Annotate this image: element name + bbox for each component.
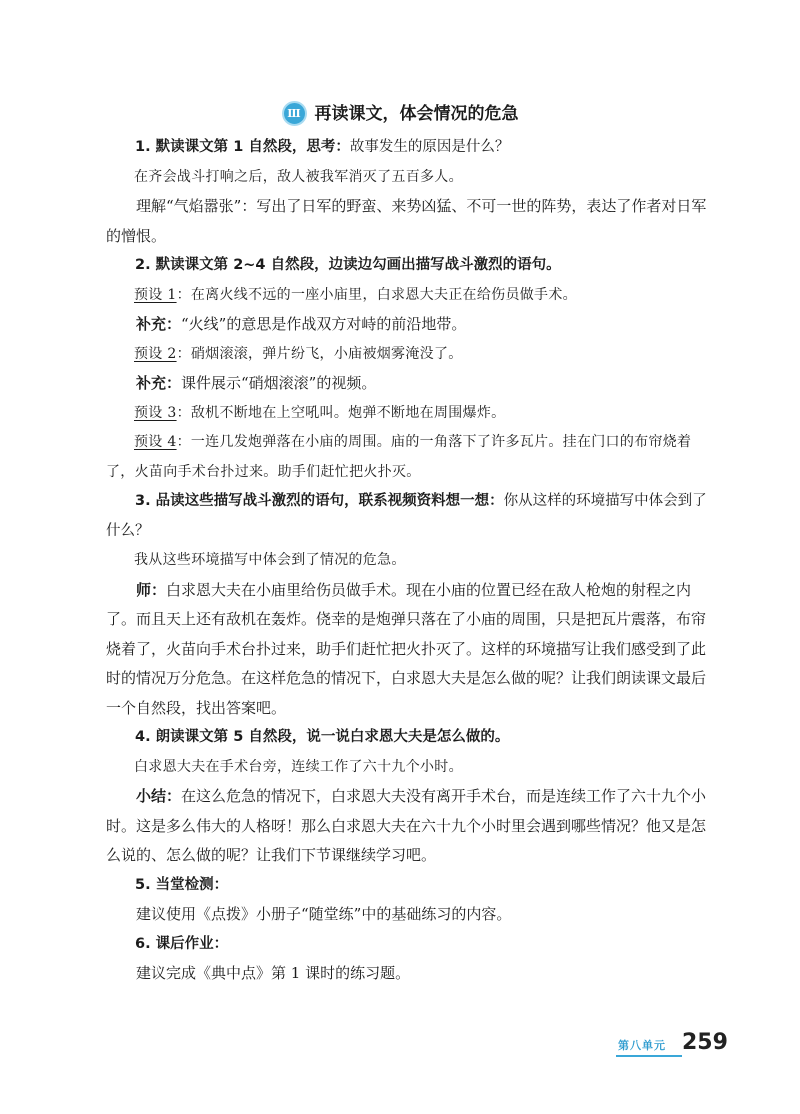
- question-4-heading: 4. 朗读课文第 5 自然段，说一说白求恩大夫是怎么做的。: [135, 729, 510, 745]
- question-6-text: 建议完成《典中点》第 1 课时的练习题。: [136, 964, 411, 982]
- answer-4: 白求恩大夫在手术台旁，连续工作了六十九个小时。: [134, 758, 463, 775]
- footer-divider: [616, 1055, 682, 1057]
- question-2-heading: 2. 默读课文第 2~4 自然段，边读边勾画出描写战斗激烈的语句。: [135, 257, 561, 273]
- answer-3: 我从这些环境描写中体会到了情况的危急。: [134, 552, 406, 568]
- question-5-text: 建议使用《点拨》小册子“随堂练”中的基础练习的内容。: [136, 905, 512, 923]
- preset-2: 预设 2：硝烟滚滚，弹片纷飞，小庙被烟雾淹没了。: [134, 345, 463, 362]
- unit-label: 第八单元: [618, 1039, 666, 1052]
- section-number-badge: Ⅲ: [282, 101, 307, 126]
- supplement-1: 补充：“火线”的意思是作战双方对峙的前沿地带。: [136, 315, 467, 333]
- lesson-content: [106, 133, 712, 989]
- preset-1: 预设 1：在离火线不远的一座小庙里，白求恩大夫正在给伤员做手术。: [134, 286, 577, 303]
- question-4: [106, 723, 712, 753]
- question-6-heading: 6. 课后作业：: [135, 935, 229, 952]
- question-1-heading: 1. 默读课文第 1 自然段，思考：: [135, 139, 350, 155]
- question-2: [106, 251, 712, 281]
- question-5-heading: 5. 当堂检测：: [135, 876, 229, 893]
- answer-1: 在齐会战斗打响之后，敌人被我军消灭了五百多人。: [134, 168, 463, 185]
- section-title: 再读课文，体会情况的危急: [314, 104, 519, 124]
- page-number: 259: [682, 1030, 728, 1055]
- question-1: [106, 133, 712, 163]
- note-1: 理解“气焰嚣张”：写出了日军的野蛮、来势凶猛、不可一世的阵势，表达了作者对日军的憎恨。: [106, 197, 707, 245]
- question-3: [106, 487, 712, 546]
- section-heading: [0, 99, 800, 126]
- question-5: [106, 871, 712, 901]
- supplement-2: 补充：课件展示“硝烟滚滚”的视频。: [136, 374, 377, 392]
- question-3-heading: 3. 品读这些描写战斗激烈的语句，联系视频资料想一想：: [135, 493, 504, 509]
- question-6: [106, 930, 712, 960]
- question-3-text: 你从这样的环境描写中体会到了什么？: [106, 493, 707, 539]
- preset-4: 预设 4：一连几发炮弹落在小庙的周围。庙的一角落下了许多瓦片。挂在门口的布帘烧着了，火苗向手术台扑过来。助手们赶忙把火扑灭。: [106, 434, 692, 480]
- preset-3: 预设 3：敌机不断地在上空吼叫。炮弹不断地在周围爆炸。: [134, 404, 506, 421]
- question-1-text: 故事发生的原因是什么？: [349, 139, 510, 155]
- summary: 小结：在这么危急的情况下，白求恩大夫没有离开手术台，而是连续工作了六十九个小时。这是多么伟大的人格呀！那么白求恩大夫在六十九个小时里会遇到哪些情况？他又是怎么说的、怎么做的呢？让我们下节课继续学习吧。: [106, 787, 707, 864]
- teacher-remark: 师：白求恩大夫在小庙里给伤员做手术。现在小庙的位置已经在敌人枪炮的射程之内了。而且天上还有敌机在轰炸。侥幸的是炮弹只落在了小庙的周围，只是把瓦片震落，布帘烧着了，火苗向手术台扑过来，助手们赶忙把火扑灭了。这样的环境描写让我们感受到了此时的情况万分危急。在这样危急的情况下，白求恩大夫是怎么做的呢？让我们朗读课文最后一个自然段，找出答案吧。: [106, 580, 707, 717]
